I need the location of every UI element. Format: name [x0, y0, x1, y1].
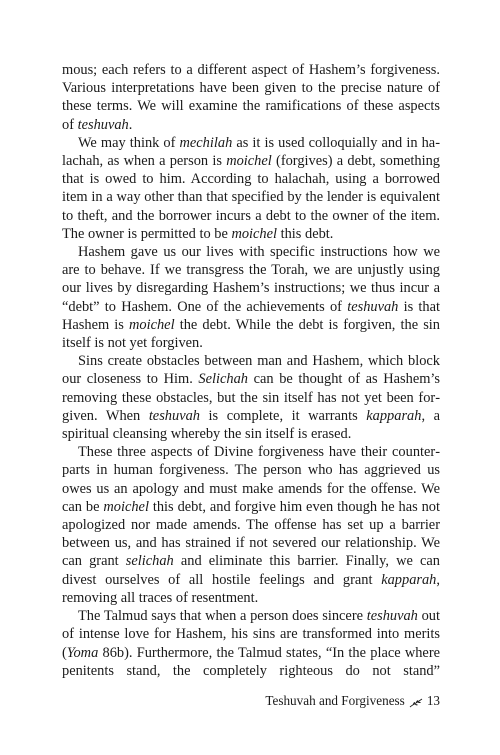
page-body: [62, 61, 440, 681]
text-run: out of intense love for Hashem, his sins are transformed into merits (: [62, 608, 440, 661]
paragraph: [62, 134, 440, 243]
italic-term: kapparah: [366, 407, 422, 424]
text-run: Sins create obstacles between man and Hashem, which block our closeness to Him.: [62, 353, 440, 388]
text-run: can be thought of as Hashem’s removing these obstacles, but the sin itself has not yet been forgiven. When: [62, 371, 440, 424]
text-run: 86b). Furthermore, the Talmud states, “In the place where penitents stand, the completely righteous do not stand”: [62, 644, 440, 679]
italic-term: mechilah: [179, 134, 233, 151]
italic-term: teshuvah: [366, 608, 418, 625]
paragraph: [62, 61, 440, 134]
italic-term: Yoma: [66, 644, 99, 661]
body-text: [62, 61, 440, 681]
text-run: is complete, it warrants: [199, 407, 367, 424]
text-run: mous; each refers to a different aspect of Hashem’s forgiveness. Various interpretations have been given to the precise nature of these terms. We will examine the ramifications of these aspects of: [62, 62, 440, 133]
text-run: These three aspects of Divine forgiveness have their counterparts in human forgiveness. The person who has aggrieved us owes us an apology and must make amends for the offense. We can be: [62, 444, 440, 515]
italic-term: teshuvah: [148, 407, 200, 424]
italic-term: kapparah: [381, 571, 437, 588]
text-run: We may think of: [78, 134, 180, 151]
text-run: as it is used colloquially and in halachah, as when a person is: [62, 134, 440, 170]
text-run: the debt. While the debt is forgiven, the sin itself is not yet forgiven.: [62, 316, 440, 352]
running-footer: [265, 693, 440, 709]
italic-term: Selichah: [198, 371, 248, 388]
text-run: The Talmud says that when a person does sincere: [78, 608, 367, 625]
text-run: (forgives) a debt, something that is owed to him. According to halachah, using a borrowed item in a way other than that specified by the lender is equivalent to theft, and the borrower incurs a debt to the owner of the item. The owner is permitted to be: [62, 153, 440, 242]
paragraph: [62, 243, 440, 352]
text-run: Hashem gave us our lives with specific instructions how we are to behave. If we transgress the Torah, we are unjustly using our lives by disregarding Hashem’s instructions; we thus incur a “debt” to Hashem. One of the achievements of: [62, 244, 440, 315]
text-run: , removing all traces of resentment.: [62, 571, 440, 606]
paragraph: [62, 352, 440, 443]
text-run: this debt.: [277, 225, 334, 242]
text-run: .: [128, 116, 133, 133]
italic-term: teshuvah: [77, 116, 129, 133]
italic-term: moichel: [231, 225, 278, 242]
paragraph: [62, 443, 440, 607]
text-run: , a spiritual cleansing whereby the sin itself is erased.: [62, 407, 440, 443]
page-number: 13: [426, 693, 440, 708]
text-run: this debt, and forgive him even though he has not apologized nor made amends. The offense has set up a barrier between us, and has strained if not severed our relationship. We can grant: [62, 498, 440, 570]
paragraph: [62, 607, 440, 681]
running-title: Teshuvah and Forgiveness: [265, 693, 405, 708]
italic-term: moichel: [226, 153, 272, 170]
italic-term: moichel: [103, 498, 149, 515]
italic-term: moichel: [129, 316, 175, 333]
italic-term: teshuvah: [347, 298, 399, 315]
text-run: and eliminate this barrier. Finally, we can divest ourselves of all hostile feelings and grant: [62, 553, 440, 588]
text-run: is that Hashem is: [62, 298, 440, 333]
italic-term: selichah: [125, 553, 174, 570]
leaf-ornament-icon: [409, 696, 423, 706]
